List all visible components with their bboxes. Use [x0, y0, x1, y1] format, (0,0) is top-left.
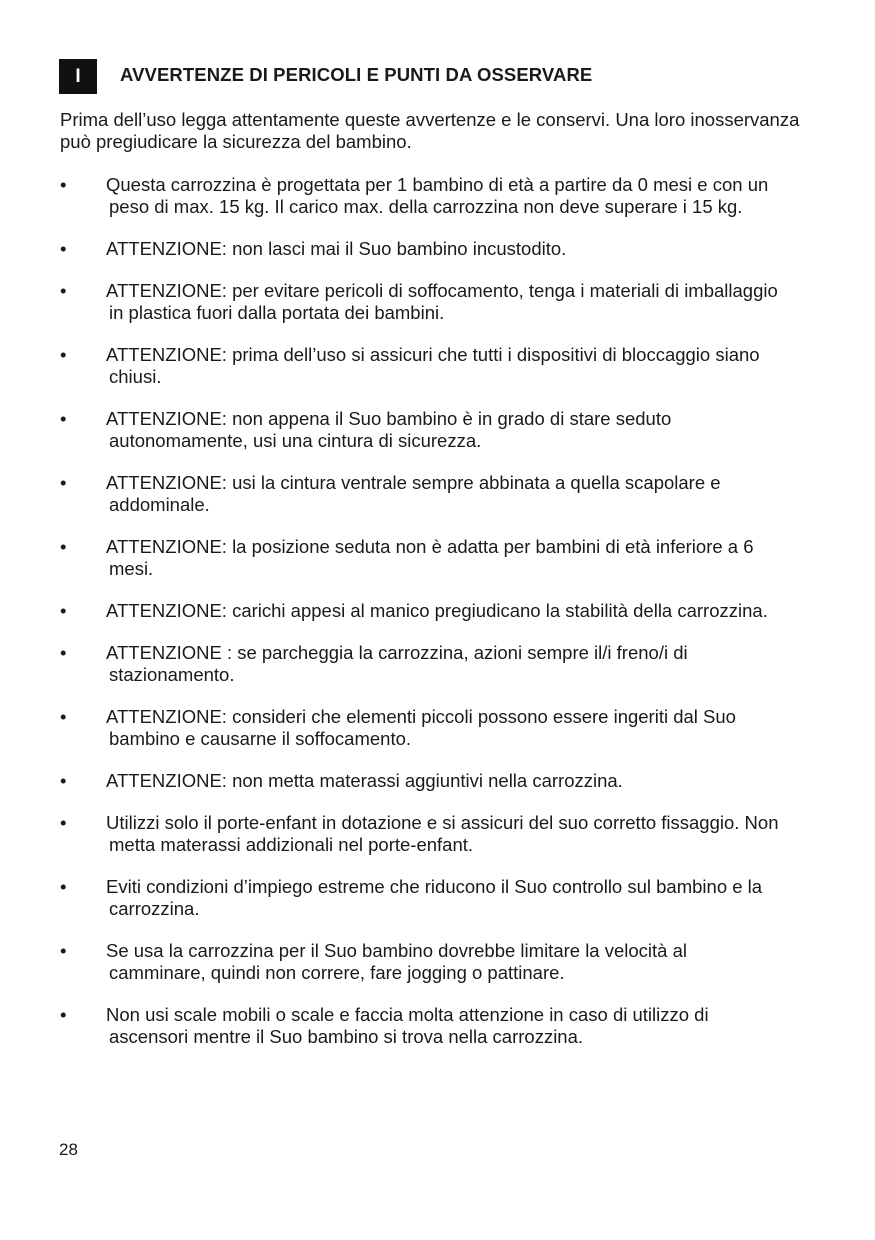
bullet-icon: •	[60, 1004, 67, 1025]
bullet-icon: •	[60, 280, 67, 301]
list-item	[60, 812, 780, 856]
list-item	[60, 642, 780, 686]
list-item	[60, 344, 780, 388]
list-item	[60, 1004, 780, 1048]
list-item-text: ATTENZIONE: non appena il Suo bambino è in grado di stare seduto autonomamente, usi una cintura di sicurezza.	[106, 408, 672, 451]
list-item-text: ATTENZIONE: carichi appesi al manico pregiudicano la stabilità della carrozzina.	[106, 600, 768, 621]
list-item	[60, 472, 780, 516]
list-item-text: Se usa la carrozzina per il Suo bambino dovrebbe limitare la velocità al camminare, quindi non correre, fare jogging o pattinare.	[106, 940, 687, 983]
list-item-text: ATTENZIONE : se parcheggia la carrozzina, azioni sempre il/i freno/i di stazionamento.	[106, 642, 688, 685]
list-item-text: Non usi scale mobili o scale e faccia molta attenzione in caso di utilizzo di ascensori mentre il Suo bambino si trova nella carrozzina.	[106, 1004, 709, 1047]
bullet-icon: •	[60, 600, 67, 621]
list-item	[60, 876, 780, 920]
bullet-icon: •	[60, 238, 67, 259]
list-item-text: Questa carrozzina è progettata per 1 bambino di età a partire da 0 mesi e con un peso di max. 15 kg. Il carico max. della carrozzina non deve superare i 15 kg.	[106, 174, 769, 217]
page-number: 28	[59, 1140, 78, 1159]
bullet-icon: •	[60, 706, 67, 727]
list-item	[60, 280, 780, 324]
list-item-text: ATTENZIONE: non lasci mai il Suo bambino incustodito.	[106, 238, 567, 259]
warning-list	[60, 174, 780, 1068]
bullet-icon: •	[60, 770, 67, 791]
bullet-icon: •	[60, 344, 67, 365]
list-item	[60, 238, 780, 260]
list-item	[60, 408, 780, 452]
list-item	[60, 536, 780, 580]
bullet-icon: •	[60, 536, 67, 557]
list-item	[60, 770, 780, 792]
list-item	[60, 600, 780, 622]
bullet-icon: •	[60, 940, 67, 961]
intro-paragraph: Prima dell’uso legga attentamente queste avvertenze e le conservi. Una loro inosservanza può pregiudicare la sicurezza del bambino.	[60, 109, 800, 152]
list-item-text: Eviti condizioni d’impiego estreme che riducono il Suo controllo sul bambino e la carrozzina.	[106, 876, 763, 919]
bullet-icon: •	[60, 174, 67, 195]
list-item-text: ATTENZIONE: prima dell’uso si assicuri che tutti i dispositivi di bloccaggio siano chiusi.	[106, 344, 760, 387]
list-item	[60, 940, 780, 984]
page-title: AVVERTENZE DI PERICOLI E PUNTI DA OSSERVARE	[120, 64, 593, 85]
list-item-text: ATTENZIONE: usi la cintura ventrale sempre abbinata a quella scapolare e addominale.	[106, 472, 721, 515]
list-item	[60, 706, 780, 750]
list-item-text: ATTENZIONE: per evitare pericoli di soffocamento, tenga i materiali di imballaggio in plastica fuori dalla portata dei bambini.	[106, 280, 778, 323]
bullet-icon: •	[60, 812, 67, 833]
list-item-text: ATTENZIONE: la posizione seduta non è adatta per bambini di età inferiore a 6 mesi.	[106, 536, 754, 579]
list-item	[60, 174, 780, 218]
bullet-icon: •	[60, 408, 67, 429]
bullet-icon: •	[60, 876, 67, 897]
bullet-icon: •	[60, 472, 67, 493]
bullet-icon: •	[60, 642, 67, 663]
list-item-text: Utilizzi solo il porte-enfant in dotazione e si assicuri del suo corretto fissaggio. Non metta materassi addizionali nel porte-enfant.	[106, 812, 779, 855]
language-badge: I	[59, 59, 97, 94]
list-item-text: ATTENZIONE: non metta materassi aggiuntivi nella carrozzina.	[106, 770, 623, 791]
list-item-text: ATTENZIONE: consideri che elementi piccoli possono essere ingeriti dal Suo bambino e causarne il soffocamento.	[106, 706, 736, 749]
